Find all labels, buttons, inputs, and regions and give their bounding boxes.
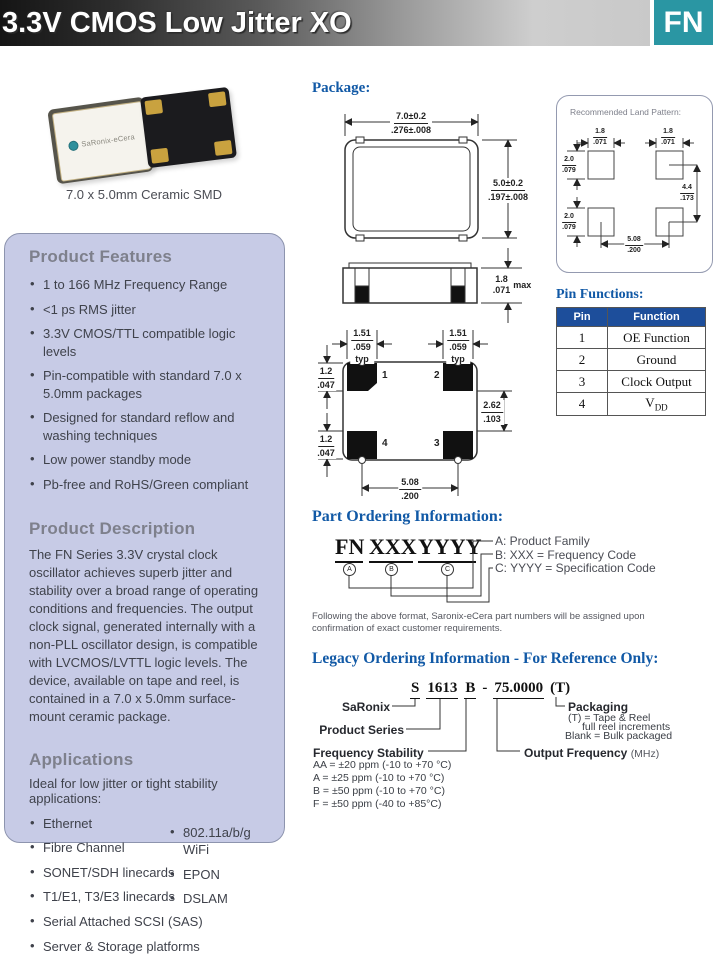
dim-pad-width: 1.51 .059 typ [446, 328, 470, 364]
code-specification: YYYY [418, 536, 476, 563]
applications-intro: Ideal for low jitter or tight stability applications: [29, 775, 218, 806]
application-item: • Server & Storage platforms [29, 938, 266, 955]
dim-thickness: 1.8 .071 max [492, 274, 532, 295]
applications-col2 [169, 824, 266, 915]
legacy-part-number [410, 680, 570, 699]
label-output-frequency: Output Frequency (MHz) [524, 746, 660, 760]
description-title: Product Description [29, 519, 196, 539]
feature-item: • Designed for standard reflow and washing techniques [29, 409, 266, 444]
brand-label: SaRonix-eCera [80, 132, 136, 149]
oscillator-photo-front [47, 97, 153, 185]
label-packaging: Packaging [568, 700, 629, 714]
code-frequency: XXX [369, 536, 413, 563]
marker-c: C [441, 563, 454, 576]
legend-item: C: YYYY = Specification Code [495, 561, 656, 575]
dim-pitch: 5.08 .200 [398, 477, 422, 502]
dim-vertical-space: 2.62 .103 [480, 400, 504, 425]
application-item: • SONET/SDH linecards [29, 864, 266, 882]
oscillator-face [52, 101, 152, 182]
application-item: • DSLAM [169, 890, 266, 908]
photo-caption: 7.0 x 5.0mm Ceramic SMD [65, 187, 223, 202]
stability-legend-item: AA = ±20 ppm (-10 to +70 °C) [313, 759, 452, 771]
legend-item: A: Product Family [495, 534, 590, 548]
applications-columns [29, 815, 266, 955]
brand-logo-icon [68, 140, 79, 151]
pin-functions-title: Pin Functions: [556, 287, 644, 302]
ordering-legend [495, 535, 656, 576]
stability-legend-item: B = ±50 ppm (-10 to +70 °C) [313, 785, 445, 797]
feature-item: • 3.3V CMOS/TTL compatible logic levels [29, 325, 266, 360]
table-header-row [557, 308, 706, 327]
description-body: The FN Series 3.3V crystal clock oscillator achieves superb jitter and stability over a broad range of operating conditions and frequencies. The output clock signal, generated internally with a non-PLL oscillator design, is compatible with LVCMOS/LVTTL logic levels. The device, available on tape and reel, is contained in a 7.0 x 5.0mm surface-mount ceramic package. [29, 547, 259, 724]
solder-pad [150, 148, 169, 164]
applications-title: Applications [29, 749, 134, 769]
label-product-series: Product Series [319, 723, 404, 737]
label-frequency-stability: Frequency Stability [313, 746, 424, 760]
pin-functions-table [556, 307, 706, 416]
package-title: Package: [312, 80, 371, 96]
pin-column-header: Pin [557, 308, 608, 327]
solder-pad [144, 99, 163, 115]
legacy-frequency: 75.0000 [493, 680, 544, 699]
legacy-packaging-code: (T) [550, 680, 571, 696]
legend-item: B: XXX = Frequency Code [495, 547, 637, 562]
code-family: FN [335, 536, 363, 563]
application-item: • 802.11a/b/g WiFi [169, 824, 266, 859]
legacy-ordering-title: Legacy Ordering Information - For Reference Only: [312, 650, 659, 667]
solder-pad [208, 91, 227, 107]
pin-number-2: 2 [434, 370, 440, 381]
marker-a: A [343, 563, 356, 576]
feature-item: • <1 ps RMS jitter [29, 301, 266, 319]
application-item: • Fibre Channel [29, 839, 266, 857]
land-dim-vertical: 4.4 .173 [680, 184, 694, 203]
dim-pad-width: 1.51 .059 typ [350, 328, 374, 364]
marker-b: B [385, 563, 398, 576]
vdd-cell: $V_{DD}$ [608, 393, 706, 416]
feature-item: • Pin-compatible with standard 7.0 x 5.0mm packages [29, 367, 266, 402]
features-list [29, 276, 266, 493]
packaging-legend-item: Blank = Bulk packaged [565, 730, 673, 742]
oscillator-photo-back [140, 87, 237, 168]
land-dim-pad-height: 2.0 .079 [562, 213, 576, 232]
dim-pad-height: 1.2 .047 [317, 434, 335, 458]
table-row: 2 Ground [557, 349, 706, 371]
legacy-series: 1613 [426, 680, 458, 699]
land-dim-horizontal: 5.08 .200 [624, 236, 644, 256]
ordering-note: Following the above format, Saronix-eCera part numbers will be assigned upon confirmation of exact customer requirements. [312, 611, 645, 634]
table-row: 1 OE Function [557, 327, 706, 349]
dim-width: 7.0±0.2 .276±.008 [391, 111, 431, 135]
table-row: 4 $V_{DD}$ [557, 393, 706, 416]
feature-item: • Pb-free and RoHS/Green compliant [29, 476, 266, 494]
legacy-stability: B [464, 680, 476, 699]
solder-pad [214, 140, 233, 156]
page-title: 3.3V CMOS Low Jitter XO [2, 7, 352, 39]
land-dim-pad-width: 1.8 .071 [661, 128, 675, 147]
application-item: • Ethernet [29, 815, 266, 833]
packaging-legend-item: (T) = Tape & Reel [568, 712, 651, 724]
pin-number-1: 1 [382, 370, 388, 381]
stability-legend-item: A = ±25 ppm (-10 to +70 °C) [313, 772, 445, 784]
feature-item: • 1 to 166 MHz Frequency Range [29, 276, 266, 294]
label-saronix: SaRonix [341, 700, 390, 714]
stability-legend-item: F = ±50 ppm (-40 to +85°C) [313, 798, 442, 810]
pin-number-4: 4 [382, 438, 388, 449]
part-ordering-title: Part Ordering Information: [312, 508, 504, 525]
table-row: 3 Clock Output [557, 371, 706, 393]
feature-item: • Low power standby mode [29, 451, 266, 469]
application-item: • EPON [169, 866, 266, 884]
series-logo-badge: FN [654, 0, 713, 45]
packaging-legend-item: full reel increments [582, 721, 671, 733]
land-dim-pad-width: 1.8 .071 [593, 128, 607, 147]
land-pattern-title: Recommended Land Pattern: [570, 107, 682, 117]
features-title: Product Features [29, 247, 173, 266]
function-column-header: Function [608, 308, 706, 327]
pin-number-3: 3 [434, 438, 440, 449]
legacy-dash: - [482, 680, 488, 696]
legacy-family: S [410, 680, 420, 699]
land-dim-pad-height: 2.0 .079 [562, 156, 576, 175]
header-bar [0, 0, 650, 46]
dim-pad-height: 1.2 .047 [317, 366, 335, 390]
application-item: • T1/E1, T3/E3 linecards [29, 888, 266, 906]
dim-height: 5.0±0.2 .197±.008 [488, 178, 528, 202]
left-info-panel [4, 233, 285, 954]
application-item: • Serial Attached SCSI (SAS) [29, 913, 266, 931]
